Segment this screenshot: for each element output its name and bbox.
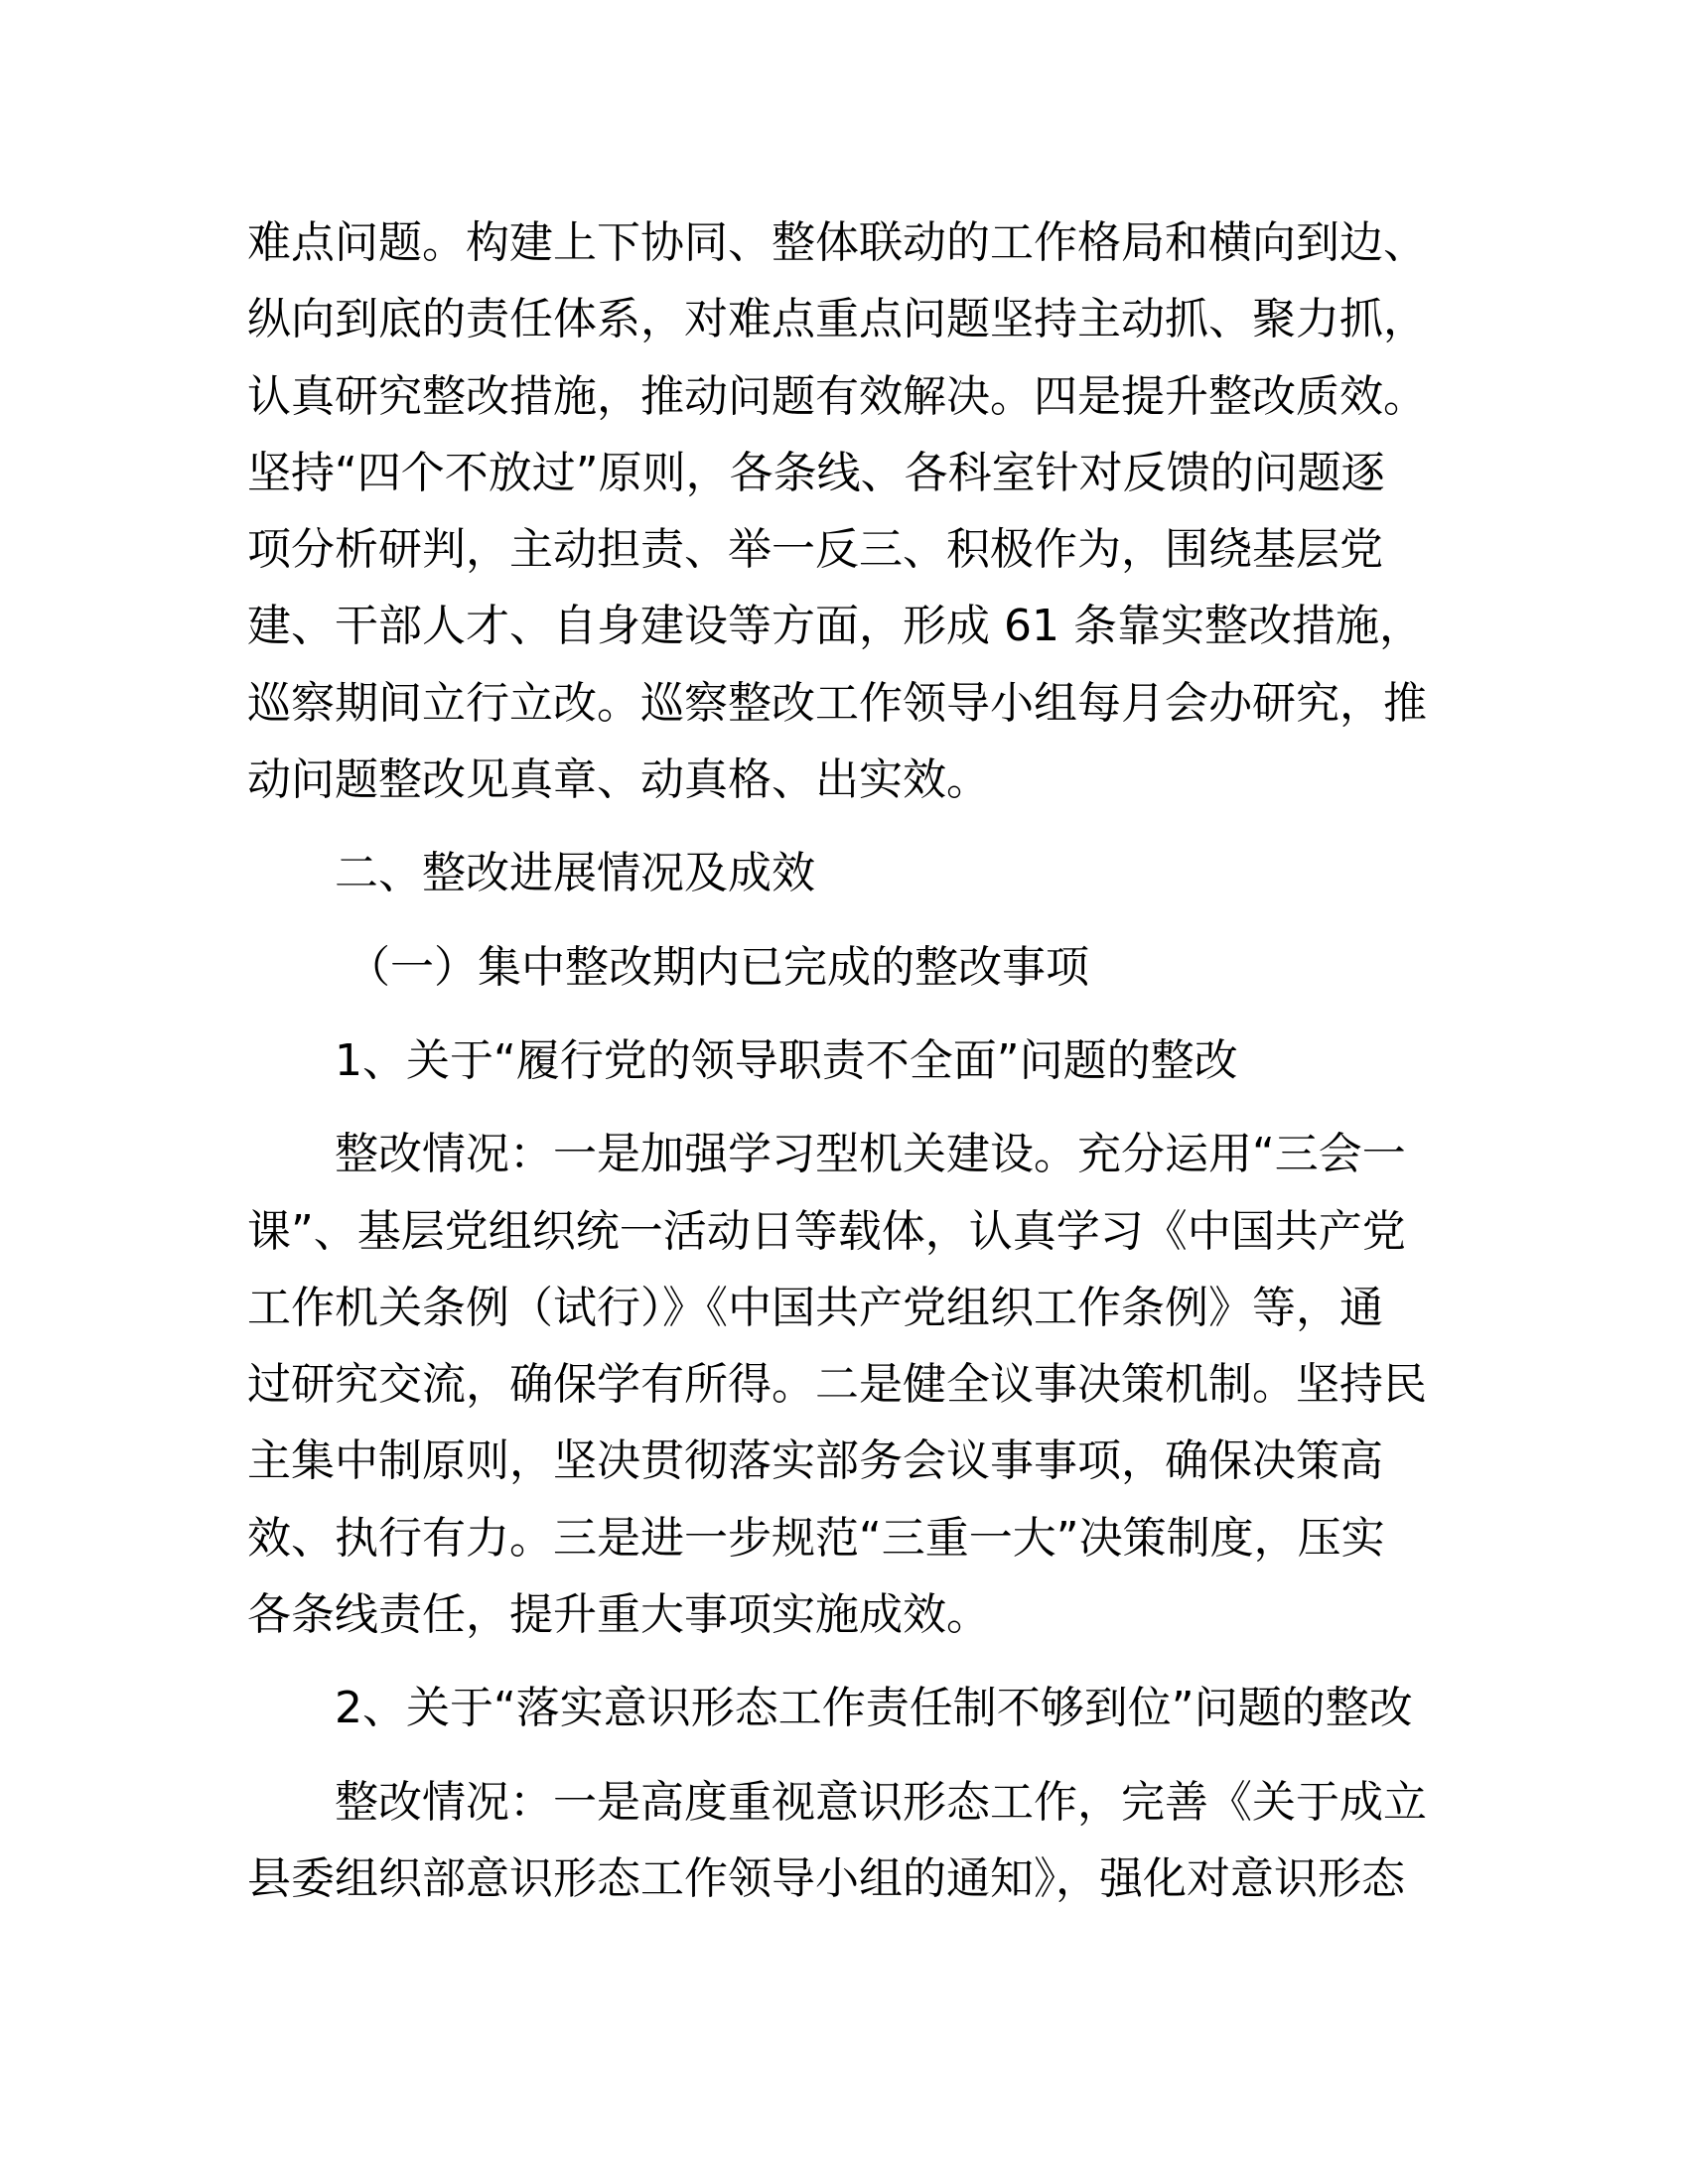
text-line: 巡察期间立行立改。巡察整改工作领导小组每月会办研究，推	[247, 677, 1427, 729]
section-heading: 二、整改进展情况及成效	[335, 848, 815, 899]
text-line: 整改情况：一是高度重视意识形态工作，完善《关于成立	[335, 1776, 1427, 1828]
document-body	[247, 205, 1439, 1917]
text-line: 效、执行有力。三是进一步规范“三重一大”决策制度，压实	[247, 1512, 1385, 1564]
text-line: 项分析研判，主动担责、举一反三、积极作为，围绕基层党	[247, 524, 1383, 576]
text-line: 过研究交流，确保学有所得。二是健全议事决策机制。坚持民	[247, 1359, 1427, 1411]
text-line: 坚持“四个不放过”原则，各条线、各科室针对反馈的问题逐	[247, 447, 1385, 498]
text-line: 动问题整改见真章、动真格、出实效。	[247, 754, 990, 806]
item-heading-1: 1、关于“履行党的领导职责不全面”问题的整改	[335, 1034, 1238, 1086]
text-line: 主集中制原则，坚决贯彻落实部务会议事事项，确保决策高	[247, 1435, 1383, 1487]
text-line: 认真研究整改措施，推动问题有效解决。四是提升整改质效。	[247, 370, 1427, 422]
item-body-2	[247, 1764, 1439, 1918]
text-line: 纵向到底的责任体系，对难点重点问题坚持主动抓、聚力抓，	[247, 294, 1427, 345]
text-line: 各条线责任，提升重大事项实施成效。	[247, 1589, 990, 1641]
paragraph-continuation	[247, 205, 1439, 818]
subsection-heading: （一）集中整改期内已完成的整改事项	[347, 941, 1089, 993]
text-line: 县委组织部意识形态工作领导小组的通知》，强化对意识形态	[247, 1852, 1405, 1904]
text-line: 工作机关条例（试行）》《中国共产党组织工作条例》等，通	[247, 1282, 1383, 1333]
item-heading-2: 2、关于“落实意识形态工作责任制不够到位”问题的整改	[335, 1683, 1413, 1734]
text-line: 建、干部人才、自身建设等方面，形成 61 条靠实整改措施，	[247, 601, 1423, 652]
text-line: 课”、基层党组织统一活动日等载体，认真学习《中国共产党	[247, 1205, 1406, 1257]
text-line: 难点问题。构建上下协同、整体联动的工作格局和横向到边、	[247, 217, 1427, 268]
text-line: 整改情况：一是加强学习型机关建设。充分运用“三会一	[335, 1129, 1406, 1180]
item-body-1	[247, 1116, 1439, 1653]
